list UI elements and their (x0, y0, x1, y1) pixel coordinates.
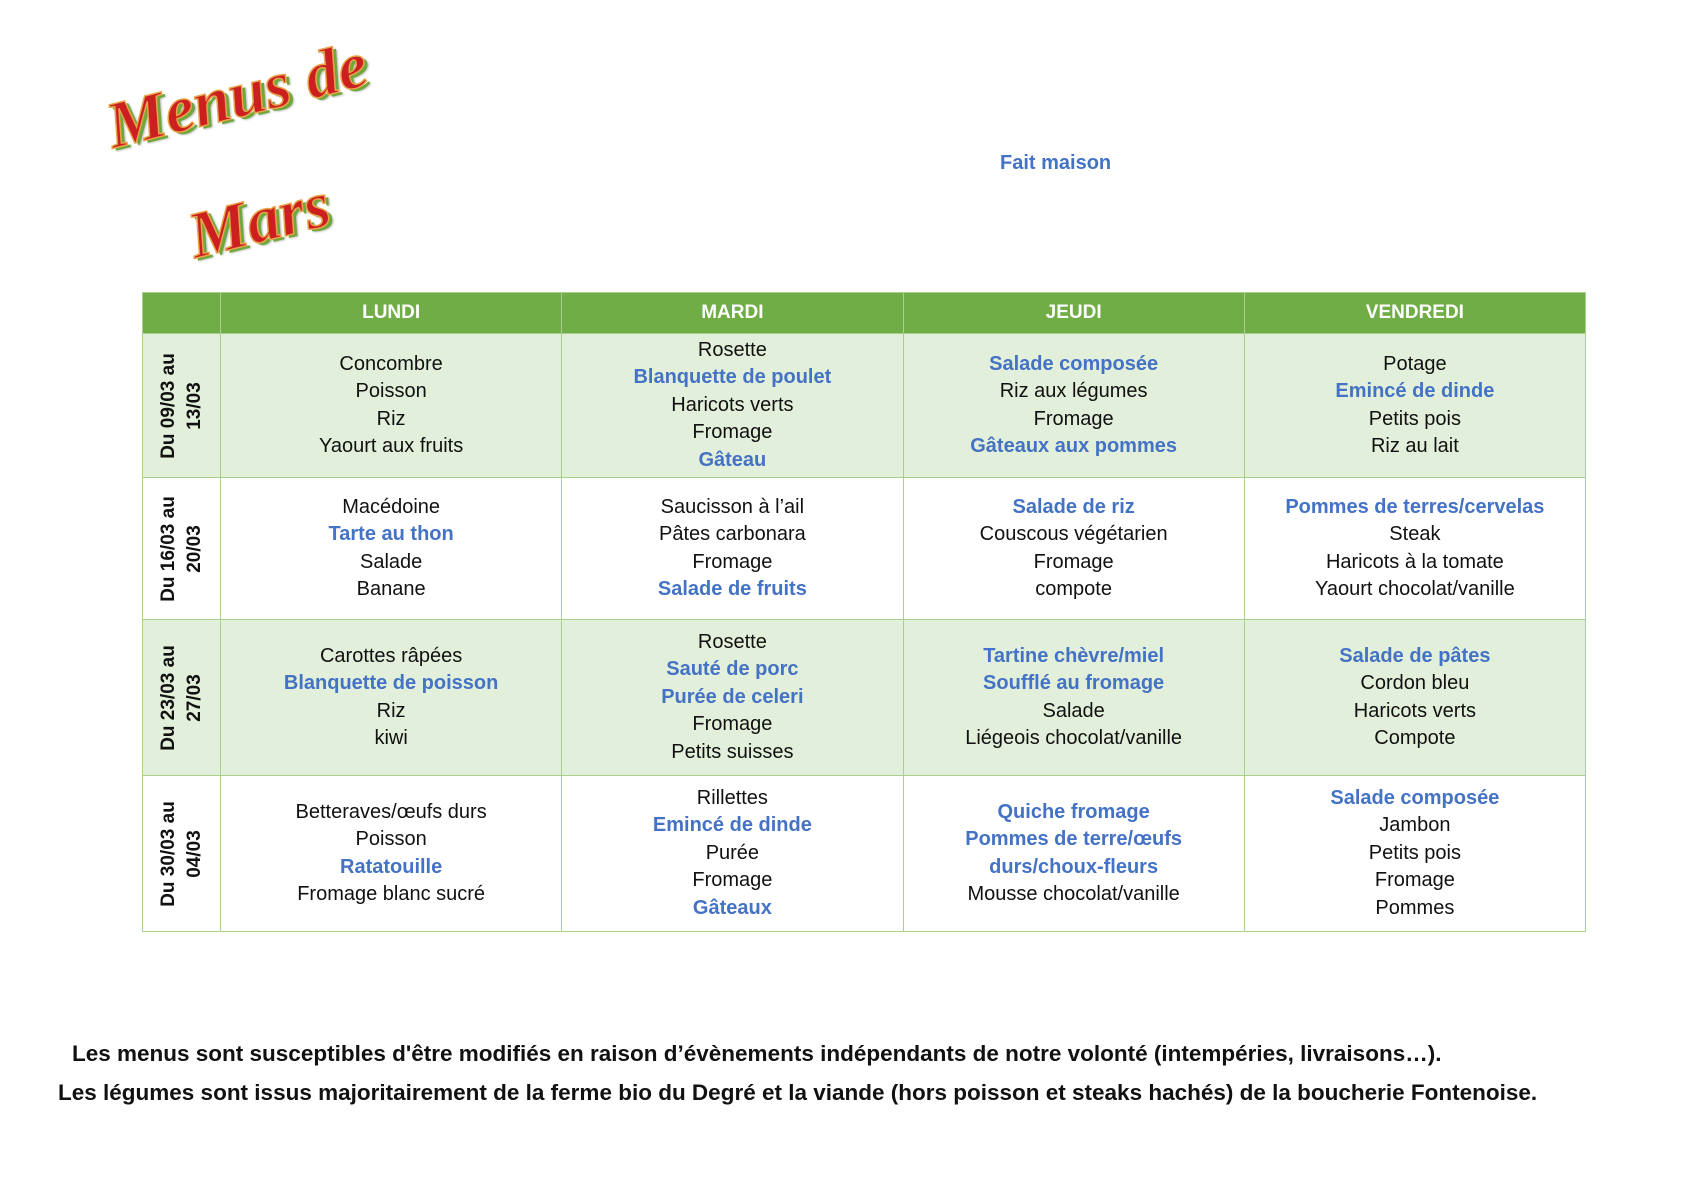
menu-cell-tuesday (562, 334, 903, 478)
dish: Fromage (1033, 407, 1114, 430)
dish-homemade: Gâteau (698, 448, 767, 471)
dish: Riz (376, 407, 406, 430)
dish: Betteraves/œufs durs (295, 800, 487, 823)
week-label (156, 645, 208, 751)
dish-homemade: Purée de celeri (661, 685, 804, 708)
dish: Liégeois chocolat/vanille (965, 727, 1183, 749)
week-label-line: 04/03 (183, 829, 205, 878)
day-header-tuesday: MARDI (562, 293, 903, 334)
page-title-line-2: Mars (181, 167, 338, 273)
table-row (143, 478, 1586, 620)
week-label-cell (143, 620, 221, 776)
dish: Poisson (355, 380, 427, 402)
week-label-line: Du 09/03 au (157, 352, 179, 459)
menu-cell-friday (1244, 620, 1585, 776)
dish: Concombre (339, 352, 443, 375)
dish: Jambon (1379, 814, 1451, 837)
dish: Haricots à la tomate (1325, 550, 1504, 573)
dish: Couscous végétarien (979, 523, 1168, 545)
dish: Cordon bleu (1360, 672, 1470, 694)
dish: Fromage (692, 421, 773, 444)
dish: Petits suisses (671, 740, 794, 763)
dish-homemade: Blanquette de poulet (633, 366, 832, 389)
table-header-row (143, 293, 1586, 334)
menu-cell-monday (221, 620, 562, 776)
dish: Haricots verts (1353, 699, 1476, 722)
dish: Fromage (692, 550, 773, 573)
week-label-line: 27/03 (183, 673, 205, 722)
week-label-line: Du 23/03 au (157, 644, 179, 751)
dish-homemade: Quiche fromage (997, 800, 1150, 823)
menu-cell-tuesday (562, 776, 903, 932)
dish: Yaourt chocolat/vanille (1315, 578, 1515, 600)
week-label-cell (143, 776, 221, 932)
dish: Haricots verts (671, 393, 794, 416)
dish: Fromage blanc sucré (297, 883, 486, 905)
week-label-cell (143, 334, 221, 478)
disclaimer-note: Les menus sont susceptibles d'être modifiés en raison d’évènements indépendants de notre volonté (intempéries, livraisons…). (72, 1041, 1442, 1066)
week-label-line: 13/03 (183, 381, 205, 430)
menu-cell-friday (1244, 334, 1585, 478)
day-header-monday: LUNDI (221, 293, 562, 334)
dish-homemade: Emincé de dinde (652, 814, 812, 837)
dish-homemade: Tartine chèvre/miel (983, 644, 1165, 667)
dish: Fromage (692, 713, 773, 736)
menu-cell-monday (221, 776, 562, 932)
dish-homemade: Salade composée (989, 352, 1159, 375)
dish: Poisson (355, 828, 427, 850)
dish: Fromage (1033, 550, 1114, 573)
dish-homemade: Salade de pâtes (1339, 644, 1491, 667)
dish-homemade: Blanquette de poisson (283, 672, 499, 694)
table-row (143, 776, 1586, 932)
dish: Riz au lait (1370, 435, 1459, 457)
dish: Pâtes carbonara (658, 523, 806, 545)
dish: Mousse chocolat/vanille (967, 883, 1180, 905)
dish-homemade: Pommes de terre/œufs (965, 828, 1182, 850)
week-label-line: Du 16/03 au (157, 495, 179, 602)
table-row (143, 334, 1586, 478)
menu-cell-thursday (903, 620, 1244, 776)
dish-homemade: Ratatouille (340, 855, 443, 878)
dish: Riz (376, 699, 406, 722)
menu-cell-tuesday (562, 620, 903, 776)
dish-homemade: durs/choux-fleurs (989, 855, 1159, 878)
menu-cell-tuesday (562, 478, 903, 620)
dish: Rosette (697, 338, 767, 361)
dish: kiwi (374, 727, 408, 749)
dish-homemade: Salade composée (1330, 786, 1500, 809)
sourcing-note: Les légumes sont issus majoritairement de la ferme bio du Degré et la viande (hors poisson et steaks hachés) de la boucherie Fontenoise. (58, 1080, 1538, 1105)
dish: Riz aux légumes (999, 380, 1148, 402)
dish: Salade (1042, 699, 1105, 722)
dish: Salade (359, 550, 423, 573)
dish: Carottes râpées (319, 644, 463, 667)
dish: Fromage (692, 869, 773, 892)
dish: Saucisson à l’ail (660, 495, 805, 518)
menu-cell-friday (1244, 478, 1585, 620)
dish: Macédoine (342, 495, 441, 518)
dish: Petits pois (1368, 407, 1461, 430)
week-label (156, 496, 208, 602)
menu-cell-monday (221, 334, 562, 478)
dish: Rillettes (696, 786, 768, 809)
dish: Yaourt aux fruits (319, 435, 464, 457)
dish-homemade: Salade de fruits (657, 578, 807, 600)
menu-cell-monday (221, 478, 562, 620)
week-label (156, 801, 208, 907)
week-label (156, 353, 208, 459)
corner-cell (143, 293, 221, 334)
menu-table (142, 292, 1586, 932)
dish: Purée (705, 841, 760, 864)
dish: compote (1035, 578, 1112, 600)
day-header-friday: VENDREDI (1244, 293, 1585, 334)
dish: Petits pois (1368, 841, 1461, 864)
dish-homemade: Emincé de dinde (1335, 380, 1495, 402)
menu-cell-thursday (903, 334, 1244, 478)
dish: Fromage (1374, 869, 1455, 892)
dish-homemade: Sauté de porc (666, 658, 799, 681)
dish-homemade: Pommes de terres/cervelas (1285, 495, 1545, 518)
dish: Steak (1389, 523, 1441, 545)
dish-homemade: Salade de riz (1012, 495, 1135, 518)
week-label-line: 20/03 (183, 524, 205, 573)
menu-cell-thursday (903, 478, 1244, 620)
dish: Pommes (1375, 896, 1455, 919)
dish-homemade: Tarte au thon (328, 523, 454, 545)
menu-cell-friday (1244, 776, 1585, 932)
menu-cell-thursday (903, 776, 1244, 932)
homemade-legend: Fait maison (1000, 152, 1112, 174)
dish: Compote (1374, 727, 1456, 749)
page-title-line-1: Menus de (99, 27, 375, 163)
table-row (143, 620, 1586, 776)
dish: Potage (1383, 352, 1447, 375)
week-label-cell (143, 478, 221, 620)
dish: Rosette (697, 630, 767, 653)
day-header-thursday: JEUDI (903, 293, 1244, 334)
dish-homemade: Gâteaux aux pommes (970, 435, 1177, 457)
dish: Banane (356, 578, 426, 600)
dish-homemade: Soufflé au fromage (983, 672, 1165, 694)
dish-homemade: Gâteaux (692, 896, 772, 919)
week-label-line: Du 30/03 au (157, 800, 179, 907)
